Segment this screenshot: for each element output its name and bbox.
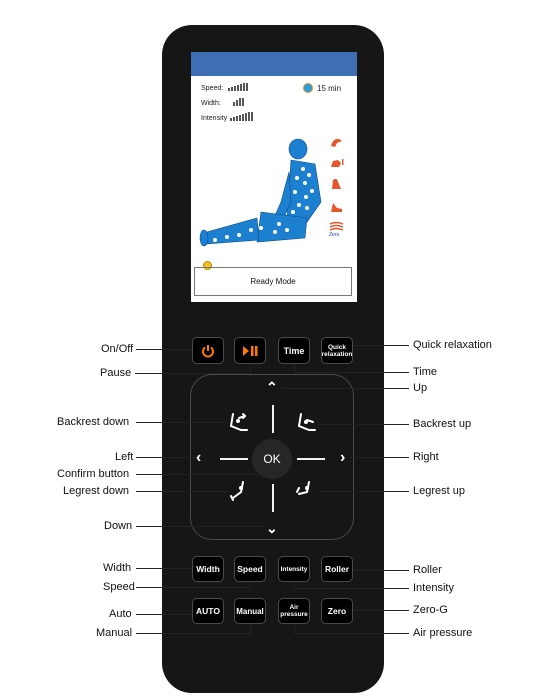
hip-leg-icon: [329, 201, 344, 214]
leader-line: [294, 633, 409, 634]
leader-line: [136, 474, 266, 475]
power-button[interactable]: [192, 337, 224, 364]
back-waist-icon: [329, 177, 344, 190]
callout-backrest-down: Backrest down: [57, 416, 130, 428]
roller-button[interactable]: Roller: [321, 556, 353, 582]
legrest-down-button[interactable]: [227, 478, 251, 504]
width-label: Width:: [201, 100, 221, 107]
quick-relaxation-button[interactable]: Quick relaxation: [321, 337, 353, 364]
status-box: [194, 267, 352, 296]
legrest-down-icon: [231, 482, 243, 500]
pause-button[interactable]: [234, 337, 266, 364]
leader-line: [317, 491, 409, 492]
air-pressure-button[interactable]: Air pressure: [278, 598, 310, 624]
callout-air-pressure: Air pressure: [413, 627, 473, 639]
leader-line: [136, 526, 264, 527]
zero-gravity-label: Zero: [329, 232, 340, 238]
callout-zero-g: Zero-G: [413, 604, 448, 616]
callout-legrest-up: Legrest up: [413, 485, 465, 497]
power-icon: [201, 344, 215, 358]
intensity-button[interactable]: Intensity: [278, 556, 310, 582]
leader-line: [294, 372, 409, 373]
leader-line: [136, 614, 192, 615]
status-text: Ready Mode: [250, 277, 296, 286]
leader-line: [353, 345, 409, 346]
callout-time: Time: [413, 366, 438, 378]
callout-on-off: On/Off: [101, 343, 134, 355]
leader-line: [136, 633, 250, 634]
leader-line: [250, 624, 251, 634]
leader-line: [353, 610, 409, 611]
right-arrow-button[interactable]: ›: [340, 449, 346, 466]
callout-down: Down: [104, 520, 133, 532]
leader-line: [136, 349, 192, 350]
leader-line: [294, 582, 295, 589]
manual-button[interactable]: Manual: [234, 598, 266, 624]
callout-left: Left: [115, 451, 134, 463]
left-arrow-button[interactable]: ‹: [196, 449, 202, 466]
speed-label: Speed:: [201, 85, 224, 92]
width-button[interactable]: Width: [192, 556, 224, 582]
down-arrow-button[interactable]: ⌄: [266, 520, 278, 536]
callout-confirm-button: Confirm button: [57, 468, 130, 480]
time-button[interactable]: Time: [278, 337, 310, 364]
leader-line: [353, 570, 409, 571]
zero-g-button[interactable]: Zero: [321, 598, 353, 624]
backrest-up-button[interactable]: [293, 410, 317, 436]
speed-button[interactable]: Speed: [234, 556, 266, 582]
dpad-divider-left: [220, 458, 248, 460]
callout-roller: Roller: [413, 564, 442, 576]
display-screen: [191, 52, 357, 302]
ok-confirm-button[interactable]: OK: [252, 439, 292, 479]
leader-line: [135, 373, 250, 374]
dpad-divider-right: [297, 458, 325, 460]
callout-quick-relaxation: Quick relaxation: [413, 339, 492, 351]
auto-button[interactable]: AUTO: [192, 598, 224, 624]
leader-line: [294, 588, 409, 589]
dpad-divider-bottom: [272, 484, 274, 512]
intensity-label: Intensity: [201, 115, 228, 122]
massage-program-icon: [329, 136, 344, 149]
callout-up: Up: [413, 382, 428, 394]
callout-backrest-up: Backrest up: [413, 418, 472, 430]
leader-line: [136, 457, 196, 458]
legrest-up-button[interactable]: [293, 478, 317, 504]
leader-line: [136, 568, 192, 569]
callout-speed: Speed: [103, 581, 135, 593]
leader-line: [136, 491, 228, 492]
timer-value: 15 min: [317, 83, 342, 93]
callout-pause: Pause: [100, 367, 132, 379]
up-arrow-button[interactable]: ⌃: [266, 379, 278, 395]
backrest-down-button[interactable]: [227, 410, 251, 436]
dpad-divider-top: [272, 405, 274, 433]
callout-auto: Auto: [109, 608, 132, 620]
leader-line: [250, 364, 251, 374]
callout-width: Width: [103, 562, 132, 574]
leader-line: [317, 424, 409, 425]
neck-shoulder-icon: [329, 156, 344, 169]
leader-line: [250, 582, 251, 588]
play-pause-icon: [242, 345, 258, 357]
leader-line: [294, 624, 295, 634]
leader-line: [294, 364, 295, 373]
leader-line: [136, 422, 228, 423]
callout-legrest-down: Legrest down: [63, 485, 130, 497]
leader-line: [350, 457, 409, 458]
leader-line: [136, 587, 250, 588]
leader-line: [282, 388, 409, 389]
callout-manual: Manual: [96, 627, 133, 639]
callout-intensity: Intensity: [413, 582, 454, 594]
callout-right: Right: [413, 451, 439, 463]
